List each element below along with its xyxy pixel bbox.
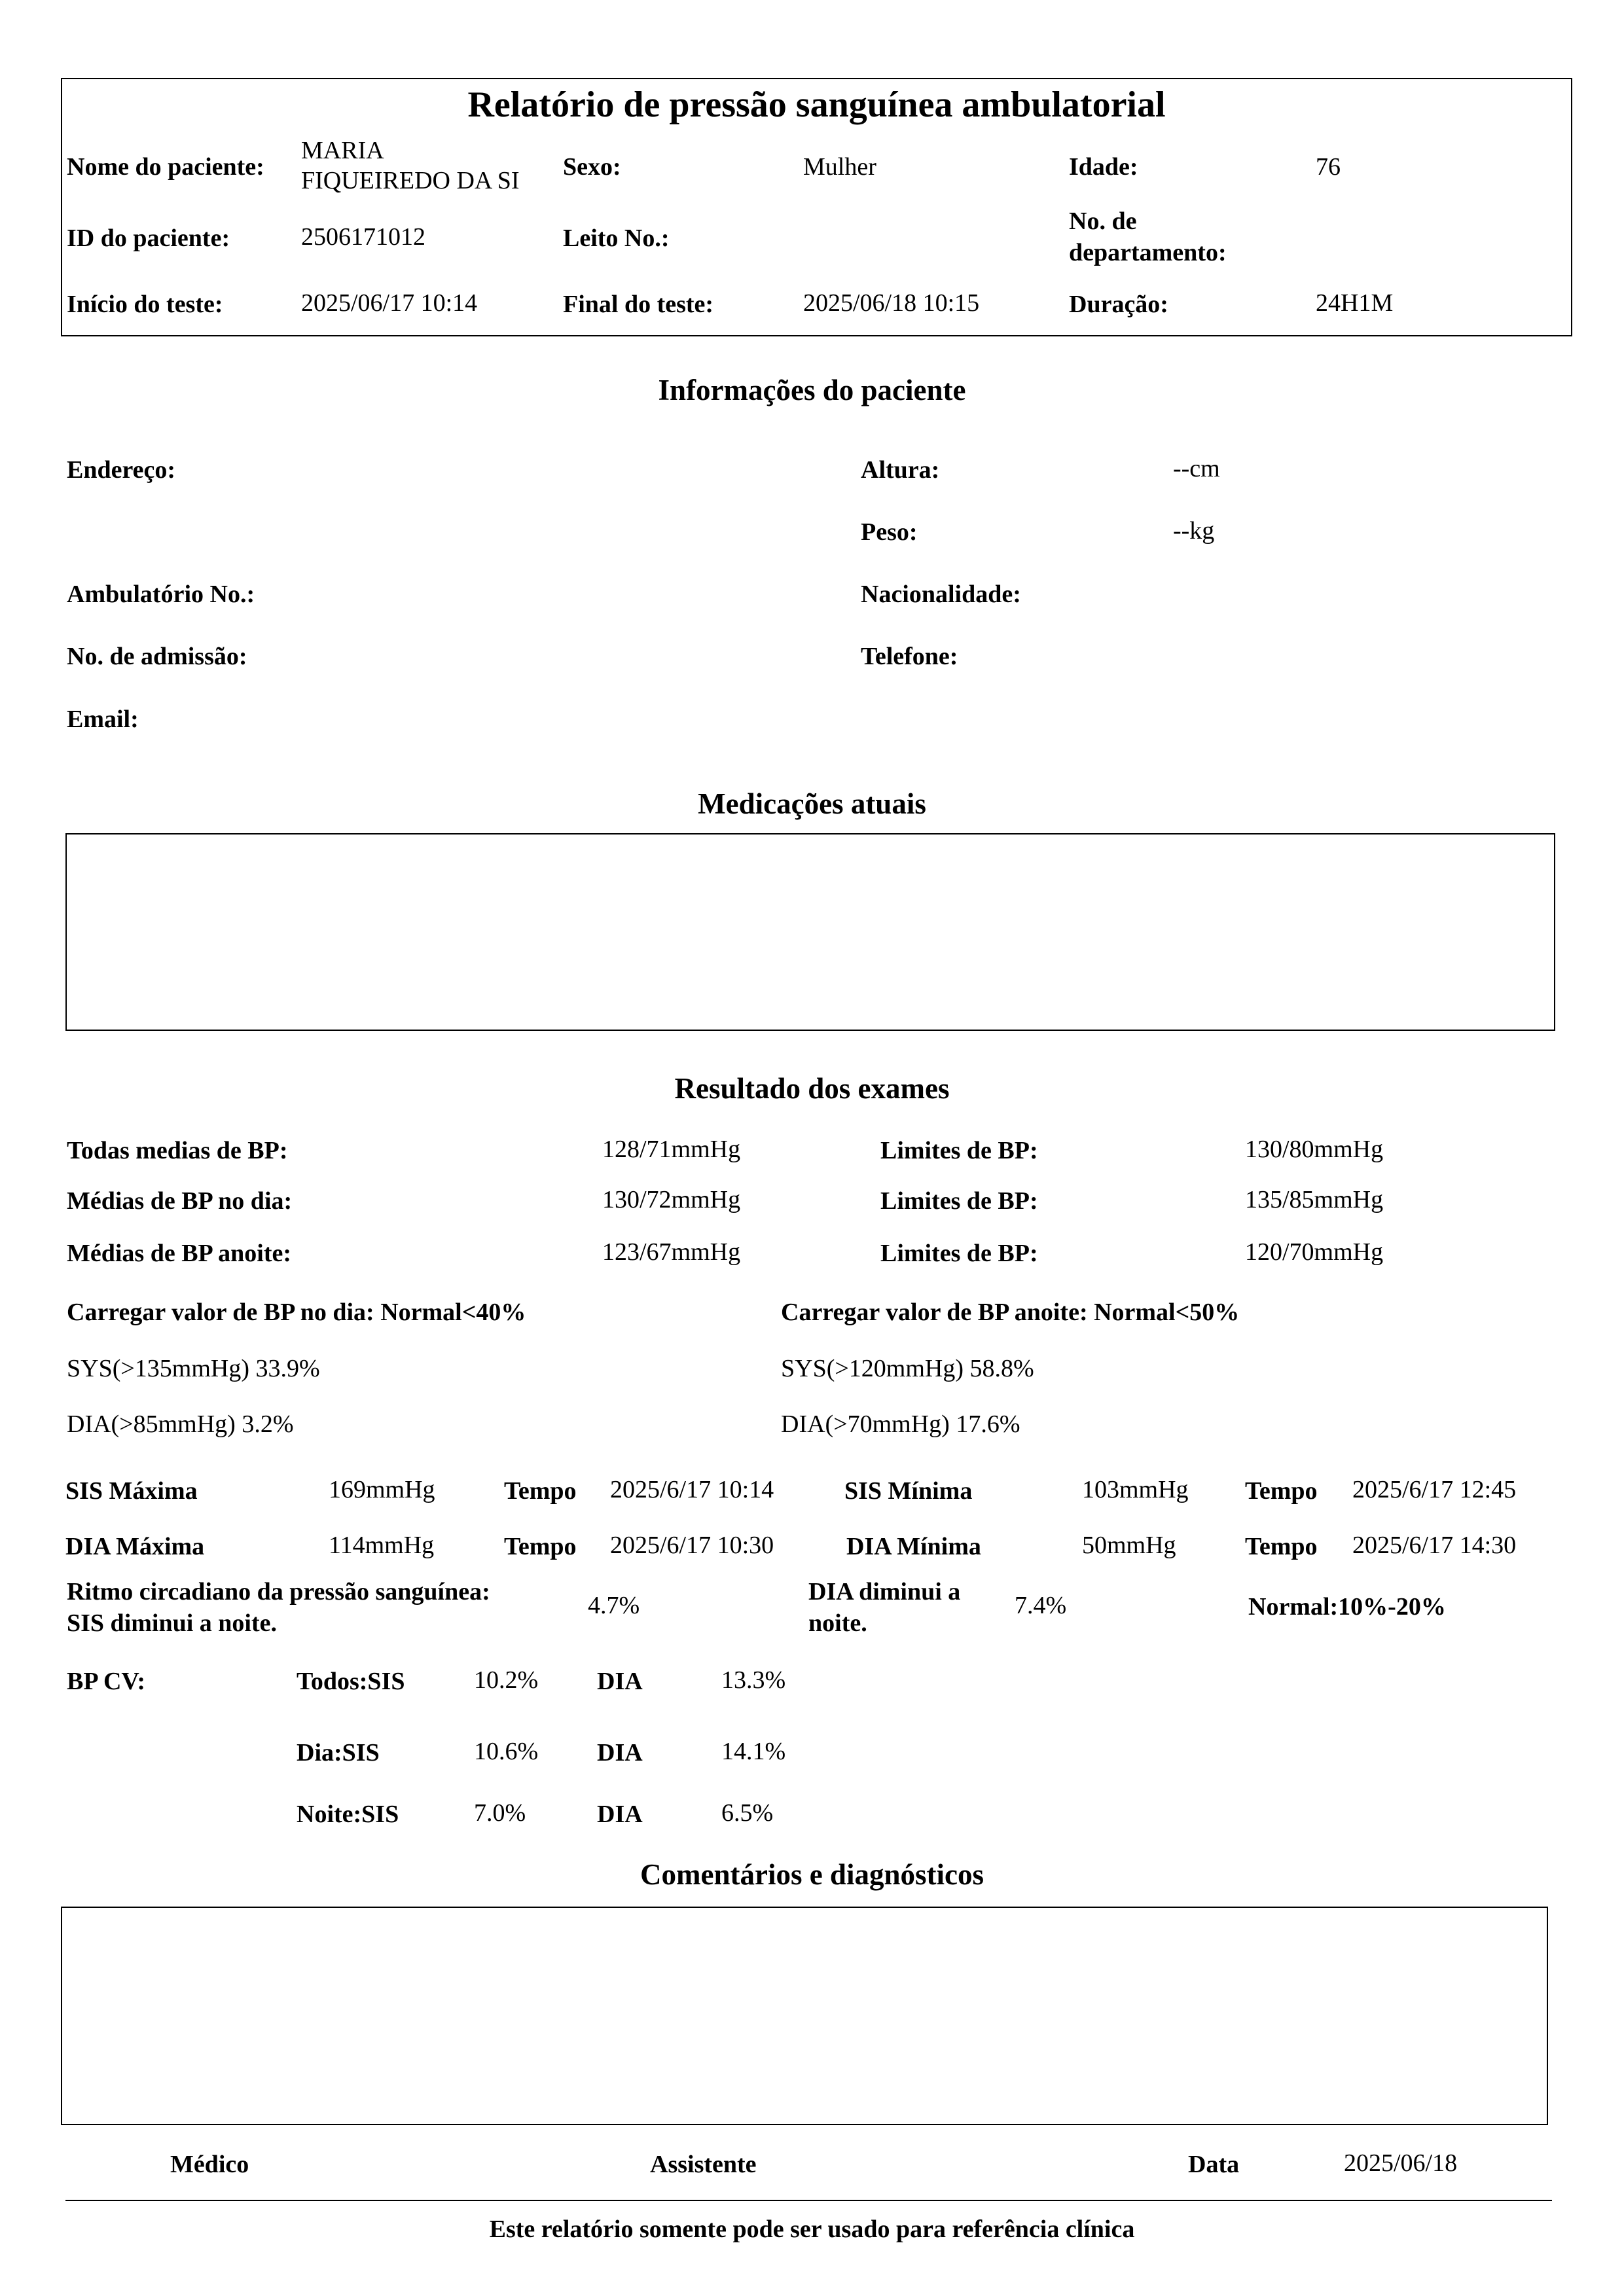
medications-content (67, 834, 1554, 855)
duration-value: 24H1M (1316, 289, 1394, 317)
report-title: Relatório de pressão sanguínea ambulatorial (467, 84, 1166, 125)
cv-night-dia-label: DIA (597, 1801, 643, 1828)
circadian-label-line2: SIS diminui a noite. (67, 1609, 277, 1637)
dia-min-value: 50mmHg (1082, 1532, 1176, 1559)
day-load-dia: DIA(>85mmHg) 3.2% (67, 1410, 294, 1438)
circadian-label-line1: Ritmo circadiano da pressão sanguínea: (67, 1578, 490, 1605)
disclaimer: Este relatório somente pode ser usado para referência clínica (489, 2215, 1135, 2243)
bp-cv-label: BP CV: (67, 1668, 146, 1695)
all-bp-average-value: 128/71mmHg (602, 1136, 741, 1163)
all-bp-limit-label: Limites de BP: (880, 1137, 1038, 1164)
duration-label: Duração: (1069, 291, 1168, 318)
patient-name-label: Nome do paciente: (67, 153, 264, 181)
cv-night-sis-value: 7.0% (474, 1799, 526, 1827)
doctor-label: Médico (170, 2151, 249, 2178)
sex-value: Mulher (803, 153, 876, 181)
sex-label: Sexo: (563, 153, 621, 181)
footer-divider (65, 2200, 1552, 2201)
phone-label: Telefone: (861, 643, 958, 670)
circadian-sis-value: 4.7% (588, 1592, 640, 1619)
patient-info-heading: Informações do paciente (658, 374, 966, 406)
cv-day-sis-label: Dia:SIS (297, 1739, 380, 1767)
night-bp-limit-label: Limites de BP: (880, 1240, 1038, 1267)
test-end-label: Final do teste: (563, 291, 714, 318)
patient-name-line1: MARIA (301, 137, 384, 164)
age-value: 76 (1316, 153, 1341, 181)
sis-min-value: 103mmHg (1082, 1476, 1189, 1503)
night-load-dia: DIA(>70mmHg) 17.6% (781, 1410, 1020, 1438)
night-load-sys: SYS(>120mmHg) 58.8% (781, 1355, 1034, 1382)
patient-name-line2: FIQUEIREDO DA SI (301, 167, 520, 194)
dia-decrease-label-line2: noite. (808, 1609, 867, 1637)
assistant-label: Assistente (650, 2151, 757, 2178)
sis-min-time: 2025/6/17 12:45 (1352, 1476, 1517, 1503)
sis-min-time-label: Tempo (1245, 1477, 1318, 1505)
sis-max-label: SIS Máxima (65, 1477, 198, 1505)
dia-min-time-label: Tempo (1245, 1533, 1318, 1560)
sis-max-value: 169mmHg (329, 1476, 435, 1503)
all-bp-average-label: Todas medias de BP: (67, 1137, 288, 1164)
dia-max-value: 114mmHg (329, 1532, 435, 1559)
bed-label: Leito No.: (563, 224, 670, 252)
all-bp-limit-value: 130/80mmHg (1245, 1136, 1384, 1163)
night-load-heading: Carregar valor de BP anoite: Normal<50% (781, 1299, 1240, 1326)
medications-heading: Medicações atuais (698, 787, 926, 820)
weight-label: Peso: (861, 518, 918, 546)
day-bp-limit-label: Limites de BP: (880, 1187, 1038, 1215)
date-label: Data (1188, 2151, 1240, 2178)
sis-max-time-label: Tempo (504, 1477, 577, 1505)
patient-id-label: ID do paciente: (67, 224, 230, 252)
day-load-heading: Carregar valor de BP no dia: Normal<40% (67, 1299, 526, 1326)
dia-max-time: 2025/6/17 10:30 (610, 1532, 774, 1559)
cv-day-dia-label: DIA (597, 1739, 643, 1767)
height-value: --cm (1173, 455, 1220, 482)
cv-night-sis-label: Noite:SIS (297, 1801, 399, 1828)
nationality-label: Nacionalidade: (861, 581, 1021, 608)
outpatient-number-label: Ambulatório No.: (67, 581, 255, 608)
test-start-value: 2025/06/17 10:14 (301, 289, 478, 317)
test-end-value: 2025/06/18 10:15 (803, 289, 980, 317)
dia-decrease-value: 7.4% (1015, 1592, 1067, 1619)
weight-value: --kg (1173, 517, 1215, 545)
day-load-sys: SYS(>135mmHg) 33.9% (67, 1355, 320, 1382)
email-label: Email: (67, 706, 139, 733)
sis-max-time: 2025/6/17 10:14 (610, 1476, 774, 1503)
night-bp-average-value: 123/67mmHg (602, 1238, 741, 1266)
age-label: Idade: (1069, 153, 1138, 181)
day-bp-average-value: 130/72mmHg (602, 1186, 741, 1213)
cv-day-sis-value: 10.6% (474, 1738, 539, 1765)
height-label: Altura: (861, 456, 940, 484)
admission-number-label: No. de admissão: (67, 643, 247, 670)
patient-id-value: 2506171012 (301, 223, 425, 251)
comments-content (62, 1908, 1547, 1929)
dia-max-label: DIA Máxima (65, 1533, 205, 1560)
dia-min-label: DIA Mínima (846, 1533, 981, 1560)
results-heading: Resultado dos exames (674, 1072, 950, 1105)
dia-decrease-label-line1: DIA diminui a (808, 1578, 961, 1605)
address-label: Endereço: (67, 456, 176, 484)
sis-min-label: SIS Mínima (844, 1477, 973, 1505)
day-bp-limit-value: 135/85mmHg (1245, 1186, 1384, 1213)
date-value: 2025/06/18 (1344, 2149, 1458, 2177)
cv-all-sis-label: Todos:SIS (297, 1668, 405, 1695)
cv-all-dia-label: DIA (597, 1668, 643, 1695)
cv-all-dia-value: 13.3% (721, 1666, 786, 1694)
medications-box (65, 833, 1555, 1031)
cv-night-dia-value: 6.5% (721, 1799, 774, 1827)
comments-box (61, 1907, 1548, 2125)
department-label-line2: departamento: (1069, 239, 1227, 266)
comments-heading: Comentários e diagnósticos (640, 1858, 984, 1891)
dia-max-time-label: Tempo (504, 1533, 577, 1560)
dia-min-time: 2025/6/17 14:30 (1352, 1532, 1517, 1559)
test-start-label: Início do teste: (67, 291, 223, 318)
department-label-line1: No. de (1069, 207, 1137, 235)
night-bp-average-label: Médias de BP anoite: (67, 1240, 292, 1267)
cv-day-dia-value: 14.1% (721, 1738, 786, 1765)
day-bp-average-label: Médias de BP no dia: (67, 1187, 293, 1215)
night-bp-limit-value: 120/70mmHg (1245, 1238, 1384, 1266)
cv-all-sis-value: 10.2% (474, 1666, 539, 1694)
circadian-normal-range: Normal:10%-20% (1248, 1593, 1446, 1621)
